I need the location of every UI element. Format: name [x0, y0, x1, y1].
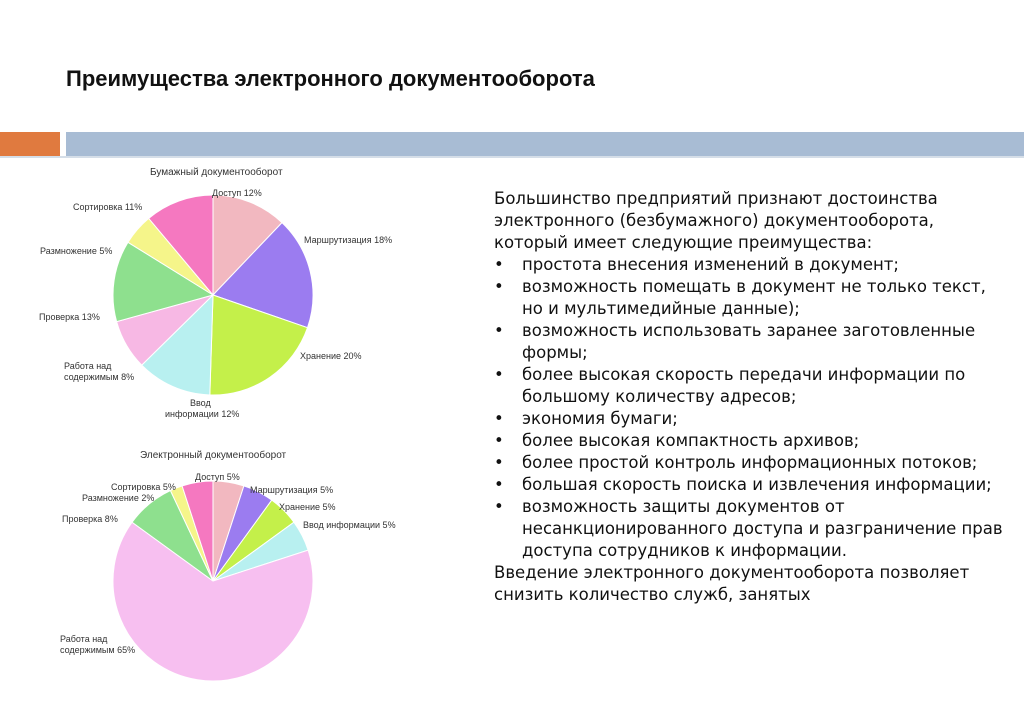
accent-bar-blue: [66, 132, 1024, 156]
list-item-text: большая скорость поиска и извлечения информации;: [522, 475, 992, 494]
electronic-label-work-2: содержимым 65%: [60, 645, 136, 655]
bullet-icon: •: [494, 497, 504, 516]
electronic-chart-title: Электронный документооборот: [140, 450, 287, 461]
bullet-icon: •: [494, 277, 504, 296]
accent-underline: [0, 156, 1024, 158]
list-item-text: более высокая компактность архивов;: [522, 431, 860, 450]
electronic-label-storage: Хранение 5%: [279, 502, 336, 512]
electronic-label-copy: Размножение 2%: [82, 493, 155, 503]
benefits-list: [494, 254, 1004, 562]
list-item-text: простота внесения изменений в документ;: [522, 255, 899, 274]
slide-title: Преимущества электронного документооборота: [66, 66, 595, 91]
paper-label-input-2: информации 12%: [165, 409, 240, 419]
paper-label-access: Доступ 12%: [212, 188, 262, 198]
list-item: [494, 474, 1004, 496]
list-item-text: более простой контроль информационных потоков;: [522, 453, 978, 472]
electronic-label-access: Доступ 5%: [195, 472, 240, 482]
electronic-label-check: Проверка 8%: [62, 514, 118, 524]
paper-label-check: Проверка 13%: [39, 312, 100, 322]
list-item-text: более высокая скорость передачи информации по большому количеству адресов;: [522, 365, 966, 406]
paper-chart-title: Бумажный документооборот: [150, 167, 283, 178]
paper-label-input-1: Ввод: [190, 398, 211, 408]
list-item-text: возможность использовать заранее заготовленные формы;: [522, 321, 976, 362]
electronic-label-input: Ввод информации 5%: [303, 520, 396, 530]
list-item: [494, 452, 1004, 474]
benefits-outro: Введение электронного документооборота позволяет снизить количество служб, занятых: [494, 563, 970, 604]
paper-pie-chart: [20, 160, 420, 430]
list-item-text: экономия бумаги;: [522, 409, 678, 428]
paper-label-routing: Маршрутизация 18%: [304, 235, 393, 245]
paper-label-work-1: Работа над: [64, 361, 112, 371]
bullet-icon: •: [494, 321, 504, 340]
paper-label-storage: Хранение 20%: [300, 351, 362, 361]
list-item: [494, 496, 1004, 562]
list-item: [494, 276, 1004, 320]
paper-label-sort: Сортировка 11%: [73, 202, 143, 212]
accent-bar-orange: [0, 132, 60, 156]
bullet-icon: •: [494, 365, 504, 384]
bullet-icon: •: [494, 255, 504, 274]
electronic-pie-svg: [20, 445, 420, 709]
benefits-intro: Большинство предприятий признают достоинства электронного (безбумажного) документооборота, который имеет следующие преимущества:: [494, 189, 938, 252]
list-item: [494, 408, 1004, 430]
list-item-text: возможность защиты документов от несанкционированного доступа и разграничение прав доступа сотрудников к информации.: [522, 497, 1003, 560]
paper-pie-svg: [20, 160, 420, 430]
list-item: [494, 320, 1004, 364]
electronic-label-work-1: Работа над: [60, 634, 108, 644]
list-item: [494, 430, 1004, 452]
bullet-icon: •: [494, 409, 504, 428]
list-item: [494, 364, 1004, 408]
electronic-label-sort: Сортировка 5%: [111, 482, 176, 492]
list-item: [494, 254, 1004, 276]
bullet-icon: •: [494, 475, 504, 494]
list-item-text: возможность помещать в документ не только текст, но и мультимедийные данные);: [522, 277, 986, 318]
paper-label-copy: Размножение 5%: [40, 246, 113, 256]
electronic-pie-chart: [20, 445, 420, 709]
paper-label-work-2: содержимым 8%: [64, 372, 135, 382]
electronic-label-routing: Маршрутизация 5%: [250, 485, 334, 495]
bullet-icon: •: [494, 431, 504, 450]
benefits-text: [494, 188, 1004, 606]
bullet-icon: •: [494, 453, 504, 472]
